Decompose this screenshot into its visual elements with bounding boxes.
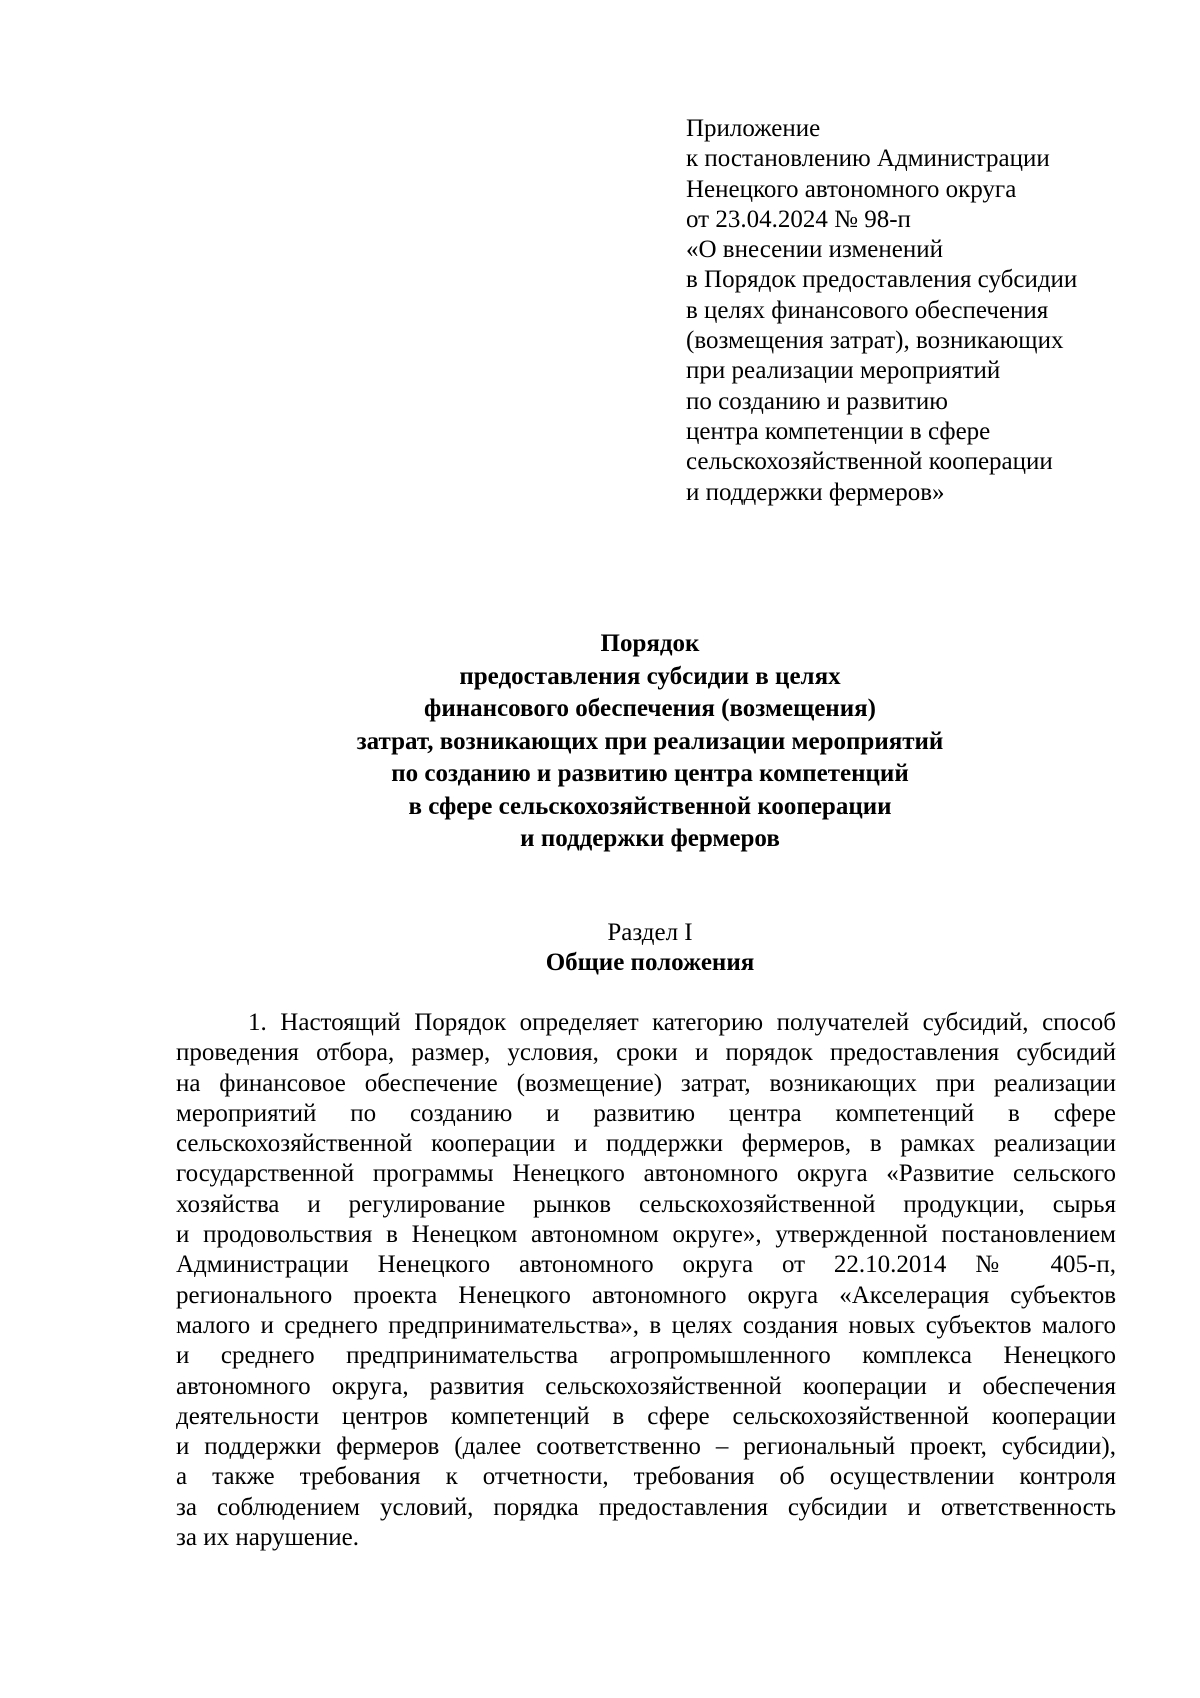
appendix-block xyxy=(686,114,1166,508)
appendix-line: Приложение xyxy=(686,115,821,142)
section-number: Раздел I xyxy=(607,919,693,946)
paragraph-line: и среднего предпринимательства агропромышленного комплекса Ненецкого xyxy=(176,1342,1116,1370)
appendix-line: к постановлению Администрации xyxy=(686,145,1050,173)
title-line: затрат, возникающих при реализации мероприятий xyxy=(356,727,944,755)
paragraph-line: регионального проекта Ненецкого автономного округа «Акселерация субъектов xyxy=(176,1281,1116,1309)
paragraph-line: деятельности центров компетенций в сфере сельскохозяйственной кооперации xyxy=(176,1402,1116,1430)
title-line: в сфере сельскохозяйственной кооперации xyxy=(408,792,892,820)
paragraph-line: хозяйства и регулирование рынков сельскохозяйственной продукции, сырья xyxy=(176,1190,1116,1218)
appendix-line: по созданию и развитию xyxy=(686,387,948,415)
title-line: финансового обеспечения (возмещения) xyxy=(424,695,876,722)
paragraph-line: а также требования к отчетности, требования об осуществлении контроля xyxy=(176,1463,1116,1491)
paragraph-line: мероприятий по созданию и развитию центра компетенций в сфере xyxy=(176,1099,1116,1127)
paragraph-line: за соблюдением условий, порядка предоставления субсидии и ответственность xyxy=(176,1493,1116,1521)
appendix-line: Ненецкого автономного округа xyxy=(686,175,1017,203)
title-line: предоставления субсидии в целях xyxy=(459,662,841,690)
appendix-line: центра компетенции в сфере xyxy=(686,417,991,445)
appendix-line: сельскохозяйственной кооперации xyxy=(686,448,1053,476)
paragraph-line: 1. Настоящий Порядок определяет категорию получателей субсидий, способ xyxy=(248,1009,1116,1036)
appendix-line: в целях финансового обеспечения xyxy=(686,296,1049,324)
paragraph-line: малого и среднего предпринимательства», в целях создания новых субъектов малого xyxy=(176,1311,1116,1339)
paragraph-line: на финансовое обеспечение (возмещение) затрат, возникающих при реализации xyxy=(176,1069,1116,1097)
paragraph-line: государственной программы Ненецкого автономного округа «Развитие сельского xyxy=(176,1160,1116,1188)
title-line: и поддержки фермеров xyxy=(520,825,780,852)
appendix-line: и поддержки фермеров» xyxy=(686,478,945,506)
appendix-line: при реализации мероприятий xyxy=(686,357,1001,385)
title-line: Порядок xyxy=(600,630,700,657)
paragraph-line: проведения отбора, размер, условия, сроки и порядок предоставления субсидий xyxy=(176,1039,1116,1067)
section-heading: Общие положения xyxy=(545,949,755,976)
paragraph-line: и поддержки фермеров (далее соответственно – региональный проект, субсидии), xyxy=(176,1433,1116,1461)
paragraph-1 xyxy=(176,1008,1116,1553)
appendix-line: (возмещения затрат), возникающих xyxy=(686,327,1064,355)
appendix-line: в Порядок предоставления субсидии xyxy=(686,266,1078,294)
appendix-line: «О внесении изменений xyxy=(686,236,944,264)
paragraph-line: и продовольствия в Ненецком автономном округе», утвержденной постановлением xyxy=(176,1221,1116,1249)
paragraph-line: Администрации Ненецкого автономного округа от 22.10.2014 № 405-п, xyxy=(176,1251,1116,1279)
title-line: по созданию и развитию центра компетенций xyxy=(391,760,909,787)
paragraph-line: сельскохозяйственной кооперации и поддержки фермеров, в рамках реализации xyxy=(176,1130,1116,1158)
document-title xyxy=(180,628,1120,856)
paragraph-line: автономного округа, развития сельскохозяйственной кооперации и обеспечения xyxy=(176,1372,1116,1400)
paragraph-line: за их нарушение. xyxy=(176,1524,359,1552)
appendix-line: от 23.04.2024 № 98-п xyxy=(686,205,911,233)
